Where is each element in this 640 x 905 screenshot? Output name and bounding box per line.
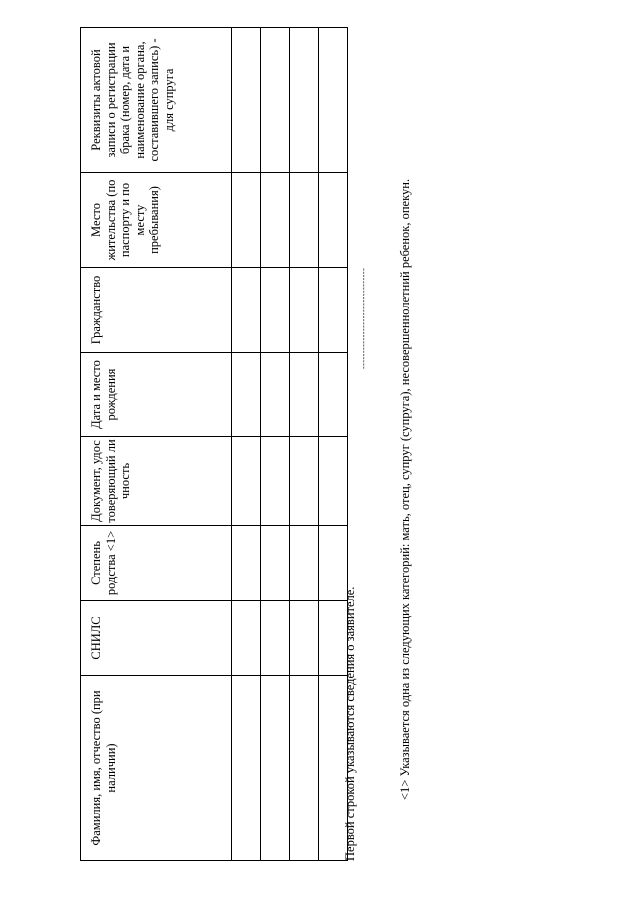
table-cell	[290, 526, 319, 601]
header-citizenship: Гражданство	[81, 268, 232, 353]
table-cell	[290, 268, 319, 353]
header-marriage-record: Реквизиты актовой записи о регистрации брака (номер, дата и наименование органа, составившего запись) - для супруга	[81, 28, 232, 173]
table-cell	[232, 173, 261, 268]
table-cell	[232, 437, 261, 526]
header-identity-document: Документ, удостоверяющий личность	[81, 437, 232, 526]
table-header-row	[81, 28, 232, 861]
header-snils: СНИЛС	[81, 601, 232, 676]
table-cell	[319, 268, 348, 353]
table-row	[261, 28, 290, 861]
table-cell	[261, 526, 290, 601]
table-cell	[261, 676, 290, 861]
table-cell	[319, 437, 348, 526]
table-cell	[261, 437, 290, 526]
first-row-note: Первой строкой указываются сведения о заявителе.	[343, 586, 357, 861]
table-cell	[290, 676, 319, 861]
table-cell	[261, 268, 290, 353]
header-residence: Место жительства (по паспорту и по месту пребывания)	[81, 173, 232, 268]
family-members-table	[80, 27, 348, 861]
table-cell	[290, 601, 319, 676]
table-cell	[290, 173, 319, 268]
table-cell	[232, 268, 261, 353]
table-cell	[261, 353, 290, 437]
table-cell	[319, 173, 348, 268]
table-cell	[232, 601, 261, 676]
header-birth-date-place: Дата и место рождения	[81, 353, 232, 437]
table-cell	[232, 28, 261, 173]
table-cell	[232, 676, 261, 861]
footnote-text: <1> Указывается одна из следующих категорий: мать, отец, супруг (супруга), несовершеннолетний ребенок, опекун.	[398, 178, 412, 800]
table-cell	[261, 601, 290, 676]
footnote-separator-dashes: --------------------------------	[359, 267, 368, 369]
table-row	[290, 28, 319, 861]
table-cell	[319, 28, 348, 173]
table-cell	[290, 28, 319, 173]
table-cell	[290, 353, 319, 437]
table-cell	[319, 353, 348, 437]
header-full-name: Фамилия, имя, отчество (при наличии)	[81, 676, 232, 861]
header-relationship: Степень родства <1>	[81, 526, 232, 601]
table-cell	[290, 437, 319, 526]
table-cell	[261, 173, 290, 268]
table-cell	[232, 353, 261, 437]
table-row	[232, 28, 261, 861]
table-cell	[261, 28, 290, 173]
table-cell	[232, 526, 261, 601]
